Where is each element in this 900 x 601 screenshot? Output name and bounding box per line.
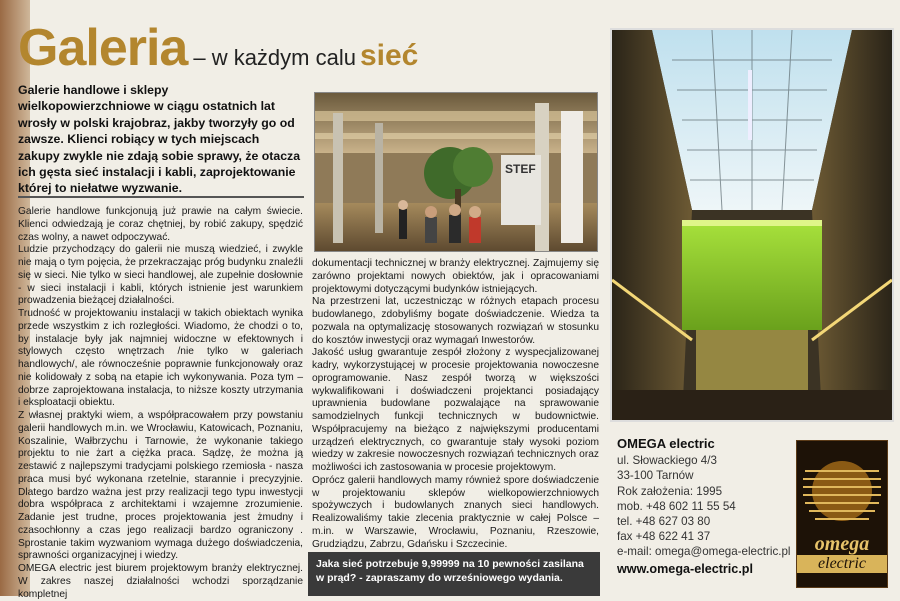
company-phone: tel. +48 627 03 80 bbox=[617, 515, 711, 529]
column-2 bbox=[312, 258, 599, 551]
callout-box: Jaka sieć potrzebuje 9,99999 na 10 pewności zasilana w prąd? - zapraszamy do wrześniowego wydania. bbox=[308, 552, 600, 596]
logo-script: electric bbox=[797, 555, 887, 573]
col1-paragraph: Galerie handlowe funkcjonują już prawie na całym świecie. Klienci odwiedzają je coraz chętniej, by robić zakupy, spędzić czas wolny, a nawet odpoczywać. bbox=[18, 206, 303, 243]
col2-paragraph: dokumentacji technicznej w branży elektrycznej. Zajmujemy się zarówno projektami nowych obiektów, jak i opracowaniami projektowymi dotyczącymi budynków istniejących. bbox=[312, 258, 599, 295]
company-founded: Rok założenia: 1995 bbox=[617, 484, 723, 498]
company-mobile: mob. +48 602 11 55 54 bbox=[617, 499, 736, 513]
title-dash: – w każdym calu bbox=[193, 45, 356, 70]
col1-paragraph: Ludzie przychodzący do galerii nie muszą wiedzieć, i zwykle nie mają o tym pojęcia, że przekraczając próg budynku znaleźli się w sieci. Nie tylko w sieci handlowej, ale zupełnie dosłownie - w sieci instalacji i kabli, których istnienie jest warunkiem prowadzenia bieżącej działalności. bbox=[18, 244, 303, 307]
company-city: 33-100 Tarnów bbox=[617, 469, 694, 483]
atrium-photo bbox=[610, 28, 894, 422]
mall-interior-illustration bbox=[315, 93, 597, 251]
company-website-link[interactable]: www.omega-electric.pl bbox=[617, 561, 754, 576]
omega-electric-logo bbox=[796, 440, 888, 588]
col1-paragraph: OMEGA electric jest biurem projektowym branży elektrycznej. W zakres naszej działalności wchodzi sporządzanie kompletnej bbox=[18, 563, 303, 600]
lead-divider bbox=[18, 196, 304, 198]
title-accent: sieć bbox=[359, 39, 419, 72]
atrium-illustration bbox=[612, 30, 892, 420]
article-title bbox=[18, 18, 418, 78]
company-street: ul. Słowackiego 4/3 bbox=[617, 454, 717, 468]
company-fax: fax +48 622 41 37 bbox=[617, 530, 711, 544]
col2-paragraph: Na przestrzeni lat, uczestnicząc w różnych etapach procesu budowlanego, zdobyliśmy bogate doświadczenie. Wiedza ta pozwala na optymalizację stosowanych rozwiązań w stosunku do kosztów inwestycji oraz wymagań Inwestorów. bbox=[312, 296, 599, 346]
col2-paragraph: Oprócz galerii handlowych mamy również spore doświadczenie w projektowaniu sklepów wielkopowierzchniowych spożywczych i budowlanych znanych sieci handlowych. Realizowaliśmy takie zlecenia praktycznie w całej Polsce – m.in. w Warszawie, Wrocławiu, Poznaniu, Rzeszowie, Grudziądzu, Zabrzu, Gdańsku i Szczecinie. bbox=[312, 474, 599, 550]
company-email[interactable]: e-mail: omega@omega-electric.pl bbox=[617, 545, 791, 559]
title-main: Galeria bbox=[18, 19, 188, 77]
logo-word: omega bbox=[814, 533, 870, 555]
company-name: OMEGA electric bbox=[617, 436, 715, 451]
col1-paragraph: Trudność w projektowaniu instalacji w takich obiektach wynika przede wszystkim z ich rozległości. Wiadomo, że chodzi o to, by instalacje były jak najmniej widoczne w efektownych i stylowych często wnętrzach /nie tylko w galeriach handlowych/, ale równocześnie poprawnie funkcjonowały oraz nie kolidowały z sobą na etapie ich wykonywania. Poza tym – dobrze zaprojektowana instalacja, to niższe koszty utrzymania i eksploatacji obiektu. bbox=[18, 308, 303, 409]
col1-paragraph: Z własnej praktyki wiem, a współpracowałem przy powstaniu galerii handlowych m.in. we Wrocławiu, Katowicach, Poznaniu, Koszalinie, Wałbrzychu i Tarnowie, że wykonanie takiego projektu to nie żart a ciężka praca. Sądzę, że można ją zestawić z najlepszymi tradycjami polskiego rzemiosła - nasza praca musi być wykonana rzetelnie, starannie i precyzyjnie. Dlatego bardzo ważna jest przy realizacji tego typu inwestycji dobra współpraca z architektami i wzajemne zrozumienie. Zadanie jest trudne, proces projektowania jest żmudny i czasochłonny a czas jego realizacji bardzo ograniczony . Sprostanie takim wyzwaniom wymaga dużego doświadczenia, sprawności organizacyjnej i wiedzy. bbox=[18, 410, 303, 562]
col2-paragraph: Jakość usług gwarantuje zespół złożony z wyspecjalizowanej kadry, wykorzystującej w procesie projektowania nowoczesne oprogramowanie. Nasz zespół tworzą w większości wykwalifikowani i doświadczeni projektanci posiadający uprawnienia budowlane pozwalające na sprawowanie samodzielnych funkcji technicznych w budownictwie. Współpracujemy na bieżąco z największymi producentami urządzeń elektrycznych, co gwarantuje stały wysoki poziom wiedzy w zakresie nowoczesnych rozwiązań technicznych oraz możliwości ich zastosowania w procesie projektowym. bbox=[312, 347, 599, 473]
column-1 bbox=[18, 206, 303, 601]
company-info bbox=[617, 436, 792, 577]
lead-paragraph: Galerie handlowe i sklepy wielkopowierzchniowe w ciągu ostatnich lat wrosły w polski krajobraz, jakby tworzyły go od zawsze. Klienci robiący w tych miejscach zakupy zwykle nie zdają sobie sprawy, że otacza ich gęsta sieć instalacji i kabli, zaprojektowanie której to niełatwe wyzwanie. bbox=[18, 83, 301, 196]
store-sign: STEF bbox=[505, 162, 536, 176]
mall-interior-photo bbox=[314, 92, 598, 252]
